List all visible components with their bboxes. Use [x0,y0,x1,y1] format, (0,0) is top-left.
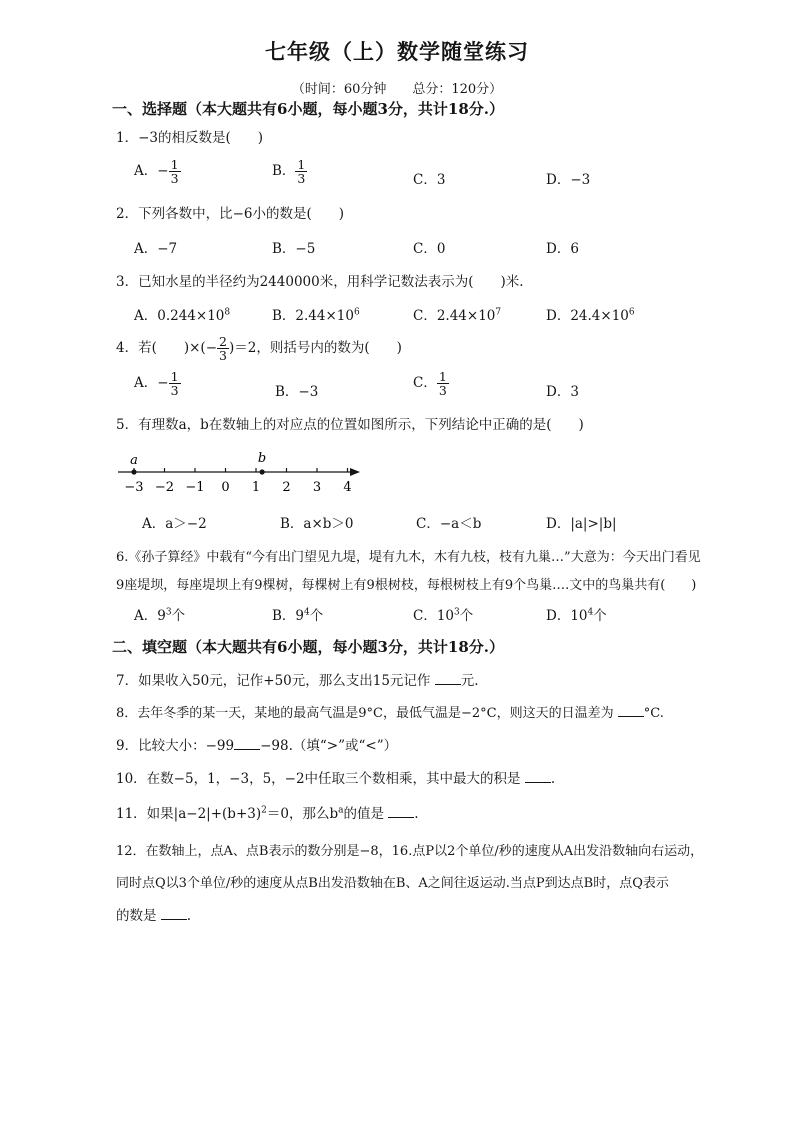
question-text: 8．去年冬季的某一天，某地的最高气温是9°C，最低气温是−2°C，则这天的日温差为 [116,706,614,721]
option-c: C．3 [413,172,446,188]
option-b: B．−3 [275,384,319,400]
point-b-dot [260,469,265,474]
option-a [134,158,181,185]
option-c: C．0 [413,241,446,257]
option-b: B．a×b＞0 [280,516,354,532]
question-11 [116,802,419,822]
option-label: A． [134,163,158,180]
option-b [272,604,323,624]
option-d: D．6 [546,241,579,257]
unit: 个 [309,608,324,624]
denominator: 3 [170,171,179,187]
question-text: 元. [460,673,479,689]
exponent: 3 [454,607,460,618]
number-line-figure [118,448,368,498]
question-text: 的值是 [343,806,384,822]
option-a [134,604,185,624]
question-12-line-3 [116,904,191,924]
time-limit: （时间：60分钟 [291,82,387,97]
exponent: 6 [628,307,635,318]
question-text: . [186,908,192,924]
point-a-label: a [130,453,138,468]
option-label: B． [272,163,296,180]
question-2: 2．下列各数中，比−6小的数是( ) [116,206,345,222]
exponent: 6 [353,307,360,318]
section-heading-choice: 一、选择题（本大题共有6小题，每小题3分，共计18分.） [112,100,504,118]
denominator: 3 [438,383,447,399]
question-9 [116,734,397,754]
tick-label: 1 [251,480,261,494]
page-title: 七年级（上）数学随堂练习 [265,39,529,64]
denominator: 3 [170,383,179,399]
option-a: A．a＞−2 [142,516,207,532]
option-d: D．|a|>|b| [546,516,617,532]
option-a [134,304,230,324]
question-text: 7．如果收入50元，记作+50元，那么支出15元记作 [116,673,431,689]
question-3: 3．已知水星的半径约为2440000米，用科学记数法表示为( )米. [116,274,524,290]
exponent: 3 [165,607,172,618]
fraction [169,370,181,397]
unit: 个 [459,608,474,624]
numerator: 2 [219,334,227,349]
question-text: 10．在数−5，1，−3，5，−2中任取三个数相乘，其中最大的积是 [116,771,521,787]
option-a: A．−7 [134,241,178,257]
denominator: 3 [219,348,227,364]
question-1: 1．−3的相反数是( ) [116,130,264,146]
option-text: B．2.44×10 [272,308,354,324]
point-a-dot [131,469,136,474]
option-a [134,370,181,397]
option-label: C． [413,375,437,392]
option-text: A．9 [134,608,166,624]
option-c: C．−a＜b [416,516,482,532]
exponent: 7 [495,307,502,318]
option-d [546,604,607,624]
unit: 个 [593,608,607,624]
option-text: D．24.4×10 [546,308,629,324]
option-text: B．9 [272,608,305,624]
numerator: 1 [170,157,179,172]
question-8 [116,702,664,721]
question-text: . [550,771,556,787]
question-text: °C. [643,706,664,721]
answer-blank[interactable] [525,770,551,783]
option-d: D．3 [546,384,579,400]
answer-blank[interactable] [435,672,461,685]
question-text: . [414,806,419,822]
question-text: )＝2，则括号内的数为( ) [228,340,402,357]
question-10 [116,767,555,787]
section-heading-fill: 二、填空题（本大题共有6小题，每小题3分，共计18分.） [112,638,504,656]
option-text: D．10 [546,608,588,624]
exponent: 4 [587,607,594,618]
total-score: 总分：120分） [412,82,503,97]
point-b-label: b [257,451,267,466]
exponent: 8 [224,307,231,318]
question-12-line-2: 同时点Q以3个单位/秒的速度从点B出发沿数轴在B、A之间往返运动.当点P到达点B时，点Q表示 [116,876,669,891]
option-b [272,304,360,324]
question-7 [116,669,479,689]
option-label: A． [134,375,158,392]
number-line [118,448,368,494]
question-text: ＝0，那么b [266,806,339,822]
numerator: 1 [170,369,179,384]
option-text: C．2.44×10 [413,308,496,324]
answer-blank[interactable] [388,805,414,818]
exponent: 2 [261,805,267,816]
fraction [217,335,229,362]
option-c [413,304,501,324]
question-5: 5．有理数a，b在数轴上的对应点的位置如图所示，下列结论中正确的是( ) [116,417,584,433]
fraction [169,158,181,185]
answer-blank[interactable] [234,737,260,750]
tick-label: 2 [282,480,291,494]
tick-label: −2 [154,480,175,494]
tick-label: −1 [185,480,205,494]
question-6-line-2: 9座堤坝，每座堤坝上有9棵树，每棵树上有9根树枝，每根树枝上有9个鸟巢….文中的鸟巢共有( ) [116,578,697,593]
exponent: a [338,805,344,816]
option-d: D．−3 [546,172,591,188]
option-d [546,304,635,324]
question-6-line-1: 6.《孙子算经》中载有“今有出门望见九堤，堤有九木，木有九枝，枝有九巢…”大意为：今天出门看见 [116,550,701,565]
fraction [295,158,307,185]
tick-label: 0 [221,480,230,494]
option-text: A．0.244×10 [134,308,225,324]
fraction [437,370,449,397]
question-12-line-1: 12．在数轴上，点A、点B表示的数分别是−8，16.点P以2个单位/秒的速度从A出发沿数轴向右运动， [116,844,704,859]
exam-info [0,78,794,97]
tick-label: 4 [343,480,352,494]
question-text: −98.（填“>”或“<”） [260,738,398,754]
arrow-icon [350,468,360,476]
answer-blank[interactable] [161,907,187,920]
question-text: 的数是 [116,908,157,924]
minus-sign: − [157,163,169,180]
answer-blank[interactable] [618,704,644,717]
question-text: 11．如果|a−2|+(b+3) [116,806,262,822]
numerator: 1 [438,369,447,384]
question-4 [116,335,402,362]
question-text: 9．比较大小：−99 [116,738,235,754]
tick-label: −3 [124,480,144,494]
unit: 个 [171,608,186,624]
numerator: 1 [297,157,306,172]
exponent: 4 [304,607,310,618]
option-b: B．−5 [272,241,316,257]
question-text: 4．若( )×(− [116,340,218,357]
option-c [413,604,473,624]
minus-sign: − [157,375,169,392]
tick-label: 3 [312,480,322,494]
option-b [272,158,307,185]
denominator: 3 [297,171,306,187]
option-text: C．10 [413,608,455,624]
option-c [413,370,449,397]
